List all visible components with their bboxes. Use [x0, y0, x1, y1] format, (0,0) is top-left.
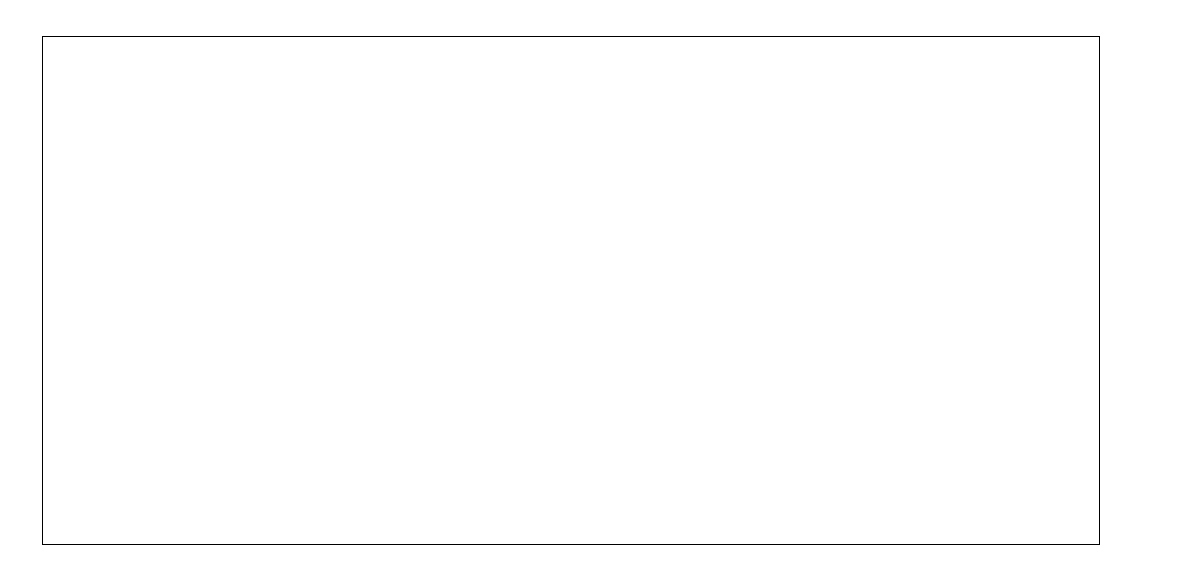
x-axis-labels [42, 549, 1100, 569]
colorbar [1107, 38, 1163, 545]
heatmap-grid [42, 36, 1100, 545]
y-axis-labels [4, 36, 36, 545]
